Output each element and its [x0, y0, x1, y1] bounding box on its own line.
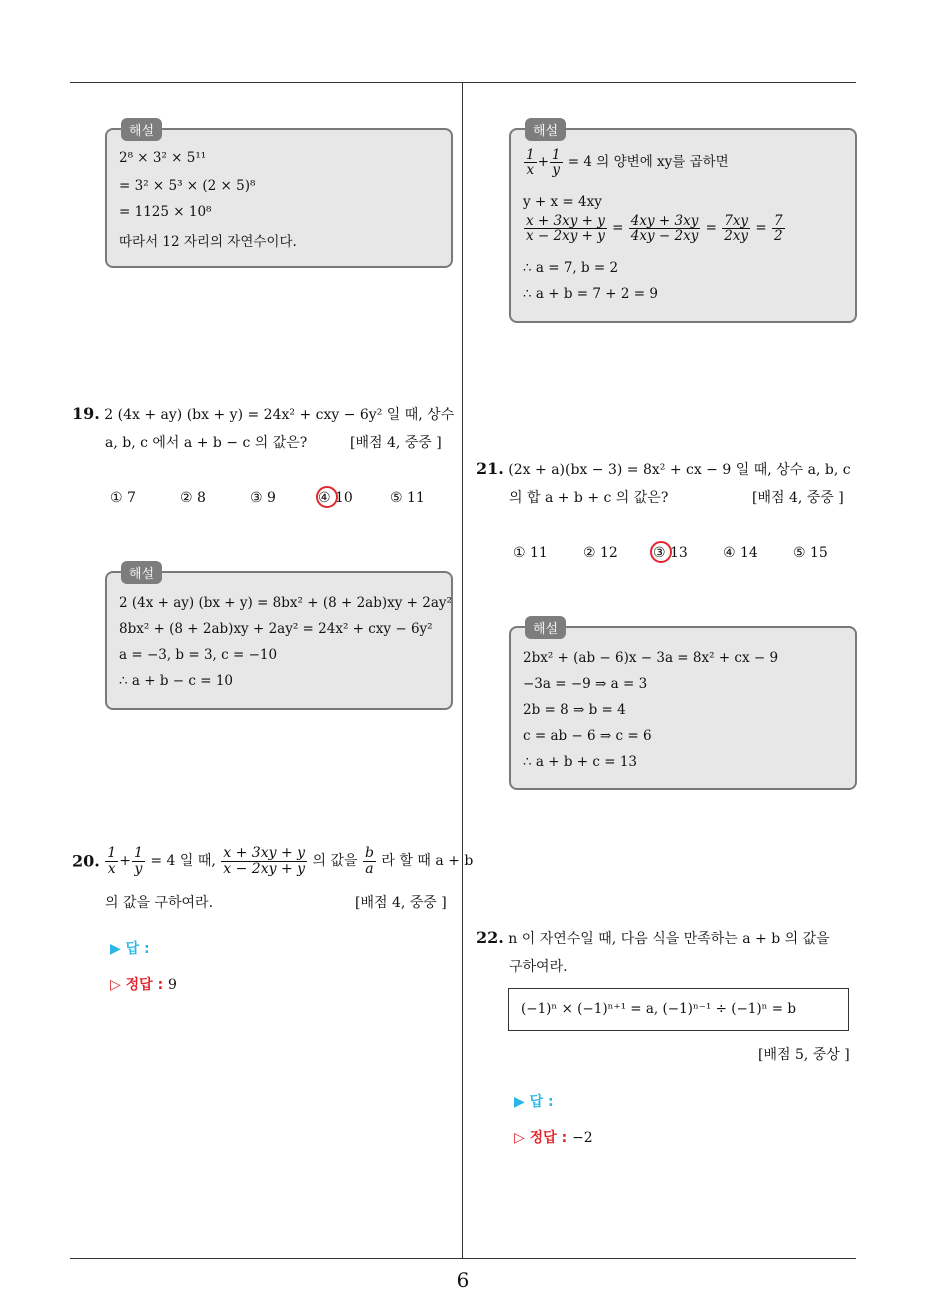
- question-text: = 4 일 때,: [150, 853, 216, 870]
- sol20-line3: $\frac{x + 3xy + y}{x - 2xy + y}$ = $\frac{4xy + 3xy}{4xy - 2xy}$ = $\frac{7xy}{2xy}$ = $\frac{7}{2}$: [526, 213, 783, 245]
- answer-input-label[interactable]: ▶ 답 :: [110, 941, 150, 957]
- sol21-line4: c = ab − 6 ⇒ c = 6: [523, 728, 652, 744]
- choice-2[interactable]: ② 8: [180, 490, 206, 506]
- page-number: 6: [456, 1268, 470, 1292]
- question-21-line2: 의 합 a + b + c 의 값은?: [509, 490, 669, 506]
- sol18-line1: 2⁸ × 3² × 5¹¹: [119, 150, 207, 166]
- sol19-line2: 8bx² + (8 + 2ab)xy + 2ay² = 24x² + cxy − 6y²: [119, 621, 433, 637]
- plus-sign: +: [119, 853, 131, 870]
- answer-input-label[interactable]: ▶ 답 :: [514, 1094, 554, 1110]
- question-20-meta: [배점 4, 중중 ]: [355, 895, 447, 911]
- sol21-line2: −3a = −9 ⇒ a = 3: [523, 676, 648, 692]
- correct-answer-value: −2: [572, 1130, 593, 1146]
- selected-answer-mark: [316, 486, 338, 508]
- question-20: [72, 846, 473, 876]
- question-21: [476, 459, 851, 479]
- question-number: 21.: [476, 459, 504, 478]
- choice-3[interactable]: ③ 13: [653, 545, 688, 561]
- choice-5[interactable]: ⑤ 11: [390, 490, 425, 506]
- question-number: 20.: [72, 851, 100, 871]
- correct-answer-value: 9: [168, 977, 177, 993]
- question-20-line2: 의 값을 구하여라.: [105, 895, 214, 911]
- sol21-line3: 2b = 8 ⇒ b = 4: [523, 702, 626, 718]
- top-rule: [70, 82, 856, 83]
- sol19-line4: ∴ a + b − c = 10: [119, 673, 233, 689]
- sol18-line4: 따라서 12 자리의 자연수이다.: [119, 234, 297, 250]
- column-divider: [462, 83, 463, 1258]
- question-19-meta: [배점 4, 중중 ]: [350, 435, 442, 451]
- question-text: 의 값을: [312, 853, 358, 870]
- question-19: [72, 404, 454, 424]
- solution-tag: 해설: [525, 616, 566, 639]
- solution-box-19: [105, 567, 453, 710]
- fraction-b-over-a: $\frac{b}{a}$: [365, 845, 374, 877]
- choice-4[interactable]: ④ 14: [723, 545, 758, 561]
- sol19-line1: 2 (4x + ay) (bx + y) = 8bx² + (8 + 2ab)xy + 2ay²: [119, 595, 452, 611]
- bottom-rule: [70, 1258, 856, 1259]
- correct-answer: [110, 974, 177, 994]
- question-22-line2: 구하여라.: [509, 959, 568, 975]
- sol20-line2: y + x = 4xy: [523, 194, 602, 210]
- correct-answer-label: ▷ 정답 :: [110, 977, 164, 993]
- question-number: 19.: [72, 404, 100, 423]
- question-text-line1: (2x + a)(bx − 3) = 8x² + cx − 9 일 때, 상수 a, b, c: [508, 462, 851, 478]
- choice-1[interactable]: ① 11: [513, 545, 548, 561]
- choice-2[interactable]: ② 12: [583, 545, 618, 561]
- correct-answer: [514, 1127, 593, 1147]
- solution-tag: 해설: [121, 118, 162, 141]
- question-19-line2: [105, 432, 307, 452]
- sol21-line5: ∴ a + b + c = 13: [523, 754, 637, 770]
- fraction-1-over-y: $\frac{1}{y}$: [133, 845, 143, 877]
- selected-answer-mark: [650, 541, 672, 563]
- solution-box-20: [509, 124, 857, 323]
- solution-box-21: [509, 622, 857, 790]
- correct-answer-label: ▷ 정답 :: [514, 1130, 568, 1146]
- sol21-line1: 2bx² + (ab − 6)x − 3a = 8x² + cx − 9: [523, 650, 779, 666]
- sol20-line4: ∴ a = 7, b = 2: [523, 260, 619, 276]
- sol20-line5: ∴ a + b = 7 + 2 = 9: [523, 286, 658, 302]
- solution-box-18: [105, 124, 453, 268]
- formula-text: (−1)ⁿ × (−1)ⁿ⁺¹ = a, (−1)ⁿ⁻¹ ÷ (−1)ⁿ = b: [521, 1001, 797, 1017]
- sol19-line3: a = −3, b = 3, c = −10: [119, 647, 278, 663]
- solution-tag: 해설: [525, 118, 566, 141]
- question-text-line1: n 이 자연수일 때, 다음 식을 만족하는 a + b 의 값을: [508, 931, 830, 947]
- solution-tag: 해설: [121, 561, 162, 584]
- question-text: 라 할 때 a + b: [381, 853, 474, 870]
- question-text-line2: a, b, c 에서 a + b − c 의 값은?: [105, 435, 308, 451]
- choice-5[interactable]: ⑤ 15: [793, 545, 828, 561]
- sol18-line2: = 3² × 5³ × (2 × 5)⁸: [119, 178, 256, 194]
- choice-1[interactable]: ① 7: [110, 490, 136, 506]
- question-22-meta: [배점 5, 중상 ]: [758, 1047, 850, 1063]
- fraction-1-over-x: $\frac{1}{x}$: [107, 845, 117, 877]
- choice-4[interactable]: ④ 10: [318, 490, 353, 506]
- question-number: 22.: [476, 928, 504, 947]
- sol20-line1: $\frac{1}{x}$ + $\frac{1}{y}$ = 4 의 양변에 xy를 곱하면: [526, 147, 729, 179]
- fraction-expression: $\frac{x + 3xy + y}{x - 2xy + y}$: [223, 845, 306, 877]
- question-22: [476, 928, 830, 948]
- choice-3[interactable]: ③ 9: [250, 490, 276, 506]
- formula-box: [508, 988, 849, 1031]
- sol18-line3: = 1125 × 10⁸: [119, 204, 212, 220]
- question-text-line1: 2 (4x + ay) (bx + y) = 24x² + cxy − 6y² 일 때, 상수: [104, 407, 455, 423]
- question-21-meta: [배점 4, 중중 ]: [752, 490, 844, 506]
